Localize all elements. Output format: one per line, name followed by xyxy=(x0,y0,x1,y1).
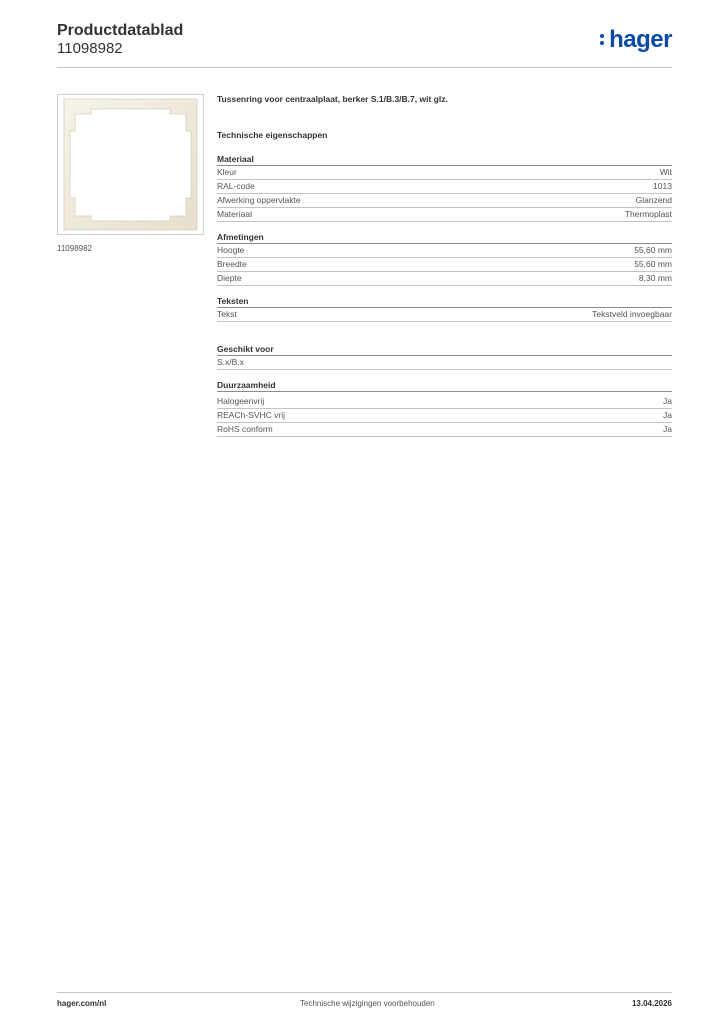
intermediate-ring-icon xyxy=(58,95,203,234)
footer-website: hager.com/nl xyxy=(57,999,107,1008)
spec-value: Thermoplast xyxy=(624,209,672,219)
spec-row xyxy=(217,409,672,423)
spec-label: Kleur xyxy=(217,167,237,177)
spec-row xyxy=(217,180,672,194)
section-title: Afmetingen xyxy=(217,232,672,244)
spec-row xyxy=(217,258,672,272)
document-title: Productdatablad xyxy=(57,22,184,39)
spec-value: Ja xyxy=(663,396,672,406)
spec-row xyxy=(217,208,672,222)
footer-date: 13.04.2026 xyxy=(631,999,672,1008)
spec-label: REACh-SVHC vrij xyxy=(217,410,286,420)
spec-value: Tekstveld invoegbaar xyxy=(592,309,672,319)
product-specifications xyxy=(217,94,672,437)
spec-label: RoHS conform xyxy=(217,424,273,434)
spec-row xyxy=(217,166,672,180)
spec-section-sustainability xyxy=(217,380,672,437)
spec-value: 8,30 mm xyxy=(638,273,672,283)
technical-properties-heading: Technische eigenschappen xyxy=(217,130,328,140)
section-title: Materiaal xyxy=(217,154,672,166)
spec-row xyxy=(217,308,672,322)
footer-notice: Technische wijzigingen voorbehouden xyxy=(300,999,435,1008)
spec-label: Tekst xyxy=(217,309,237,319)
logo-dots-icon xyxy=(600,34,605,48)
product-description: Tussenring voor centraalplaat, berker S.1/B.3/B.7, wit glz. xyxy=(217,94,448,104)
section-spacer xyxy=(217,322,672,334)
spec-row xyxy=(217,272,672,286)
page-header xyxy=(57,20,672,70)
spec-value: Glanzend xyxy=(635,195,672,205)
footer-divider xyxy=(57,992,672,993)
spec-section-dimensions xyxy=(217,232,672,286)
spec-value: Ja xyxy=(663,410,672,420)
header-divider xyxy=(57,67,672,68)
product-image-caption: 11098982 xyxy=(57,244,92,253)
spec-row xyxy=(217,194,672,208)
spec-value: Wit xyxy=(659,167,672,177)
spec-label: Halogeenvrij xyxy=(217,396,265,406)
logo-text: hager xyxy=(609,26,672,53)
spec-label: Hoogte xyxy=(217,245,245,255)
spec-section-texts xyxy=(217,296,672,322)
document-number: 11098982 xyxy=(57,40,123,57)
spec-value: 1013 xyxy=(653,181,672,191)
spec-label: Diepte xyxy=(217,273,242,283)
spec-section-suitable-for xyxy=(217,344,672,370)
spec-label: Materiaal xyxy=(217,209,252,219)
spec-value: 55,60 mm xyxy=(634,245,672,255)
section-title: Duurzaamheid xyxy=(217,380,672,392)
spec-value: Ja xyxy=(663,424,672,434)
section-title: Teksten xyxy=(217,296,672,308)
product-image xyxy=(57,94,204,235)
spec-label: Afwerking oppervlakte xyxy=(217,195,301,205)
hager-logo xyxy=(609,26,672,52)
spec-value: 55,60 mm xyxy=(634,259,672,269)
spec-label: S.x/B.x xyxy=(217,357,244,367)
spec-row xyxy=(217,423,672,437)
spec-row xyxy=(217,395,672,409)
spec-label: Breedte xyxy=(217,259,247,269)
spec-row xyxy=(217,244,672,258)
spec-label: RAL-code xyxy=(217,181,255,191)
spec-section-material xyxy=(217,154,672,222)
section-title: Geschikt voor xyxy=(217,344,672,356)
spec-row xyxy=(217,356,672,370)
